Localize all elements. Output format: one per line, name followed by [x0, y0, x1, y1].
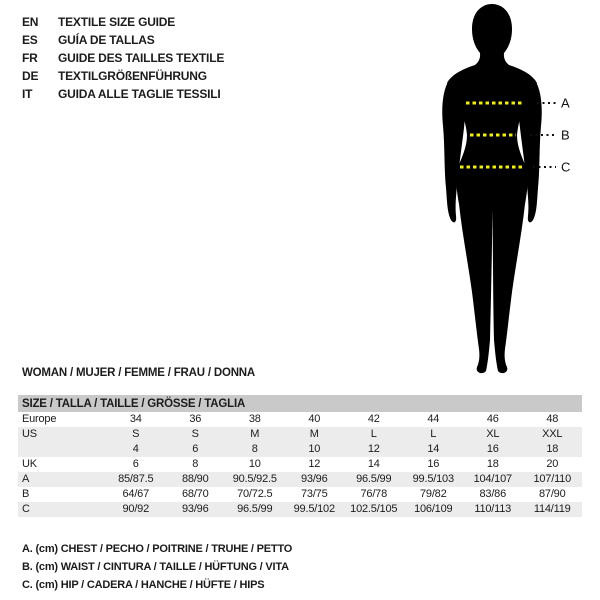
cell: 87/90 [538, 488, 566, 500]
cell: 34 [129, 413, 142, 425]
table-row-chest [18, 472, 582, 487]
cell: 88/90 [181, 473, 209, 485]
cell: 76/78 [360, 488, 388, 500]
language-code: EN [22, 15, 39, 29]
language-title: GUÍA DE TALLAS [58, 33, 155, 47]
cell: M [309, 428, 319, 440]
language-row [22, 13, 224, 31]
table-row-hip [18, 502, 582, 517]
language-row [22, 85, 224, 103]
language-title: GUIDE DES TAILLES TEXTILE [58, 51, 225, 65]
cell: 44 [427, 413, 440, 425]
cell: 8 [251, 443, 258, 455]
measurement-label-c: C [561, 159, 571, 175]
cell: 110/113 [474, 503, 512, 515]
cell: 99.5/102 [293, 503, 335, 515]
legend-line-chest: A. (cm) CHEST / PECHO / POITRINE / TRUHE / PETTO [22, 543, 293, 555]
cell: 114/119 [533, 503, 571, 515]
language-title: TEXTILGRÖßENFÜHRUNG [58, 69, 207, 83]
row-label: B [22, 488, 30, 500]
cell: L [430, 428, 437, 440]
cell: 14 [427, 443, 440, 455]
cell: 20 [546, 458, 559, 470]
table-header-cell: SIZE / TALLA / TAILLE / GRÖSSE / TAGLIA [18, 395, 582, 412]
cell: 73/75 [300, 488, 328, 500]
size-table-head [18, 395, 582, 412]
cell: XL [486, 428, 500, 440]
language-title: TEXTILE SIZE GUIDE [58, 15, 176, 29]
cell: 70/72.5 [237, 488, 273, 500]
table-row-uk [18, 457, 582, 472]
cell: 83/86 [479, 488, 507, 500]
cell: 102.5/105 [350, 503, 398, 515]
cell: 42 [367, 413, 380, 425]
cell: 6 [192, 443, 199, 455]
language-list [22, 13, 224, 103]
cell: 10 [248, 458, 261, 470]
language-row [22, 31, 224, 49]
cell: L [370, 428, 377, 440]
size-table [18, 395, 582, 517]
cell: 12 [367, 443, 380, 455]
measurement-label-b: B [561, 127, 570, 143]
cell: 8 [192, 458, 199, 470]
cell: 107/110 [533, 473, 572, 485]
cell: 4 [132, 443, 139, 455]
cell: 16 [486, 443, 499, 455]
row-label: US [22, 428, 37, 440]
cell: 79/82 [419, 488, 447, 500]
cell: 46 [486, 413, 499, 425]
cell: S [132, 428, 140, 440]
cell: 10 [308, 443, 321, 455]
language-code: ES [22, 33, 38, 47]
cell: 38 [248, 413, 261, 425]
table-row-waist [18, 487, 582, 502]
cell: 106/109 [414, 503, 453, 515]
cell: 64/67 [122, 488, 150, 500]
cell: 99.5/103 [412, 473, 454, 485]
row-label [18, 442, 106, 457]
table-title: WOMAN / MUJER / FEMME / FRAU / DONNA [22, 367, 256, 379]
cell: 85/87.5 [118, 473, 154, 485]
woman-silhouette [447, 4, 537, 373]
cell: M [250, 428, 260, 440]
measurement-label-a: A [561, 95, 570, 111]
cell: 104/107 [473, 473, 512, 485]
cell: 68/70 [181, 488, 209, 500]
cell: 16 [427, 458, 440, 470]
cell: 14 [367, 458, 380, 470]
language-title: GUIDA ALLE TAGLIE TESSILI [58, 87, 221, 101]
cell: 48 [546, 413, 559, 425]
table-row-us-letters [18, 427, 582, 442]
cell: 40 [308, 413, 321, 425]
measurement-legend [22, 540, 292, 594]
row-label: C [22, 503, 30, 515]
table-header-row [18, 395, 582, 412]
body-measurement-figure [400, 0, 600, 380]
language-row [22, 67, 224, 85]
table-row-europe [18, 412, 582, 427]
cell: 18 [486, 458, 499, 470]
cell: 6 [132, 458, 139, 470]
cell: 36 [189, 413, 202, 425]
cell: 96.5/99 [356, 473, 392, 485]
language-code: FR [22, 51, 38, 65]
row-label: A [22, 473, 30, 485]
table-row-us-numbers [18, 442, 582, 457]
language-code: IT [22, 87, 33, 101]
cell: 90/92 [122, 503, 150, 515]
cell: S [191, 428, 199, 440]
row-label: Europe [22, 413, 57, 425]
size-table-body [18, 412, 582, 517]
cell: XXL [542, 428, 563, 440]
cell: 12 [308, 458, 321, 470]
language-row [22, 49, 224, 67]
cell: 93/96 [300, 473, 328, 485]
cell: 96.5/99 [237, 503, 273, 515]
row-label: UK [22, 458, 37, 470]
legend-line-hip: C. (cm) HIP / CADERA / HANCHE / HÜFTE / HIPS [22, 579, 265, 591]
language-code: DE [22, 69, 39, 83]
cell: 93/96 [181, 503, 209, 515]
legend-line-waist: B. (cm) WAIST / CINTURA / TAILLE / HÜFTUNG / VITA [22, 561, 289, 573]
cell: 90.5/92.5 [232, 473, 277, 485]
cell: 18 [546, 443, 559, 455]
